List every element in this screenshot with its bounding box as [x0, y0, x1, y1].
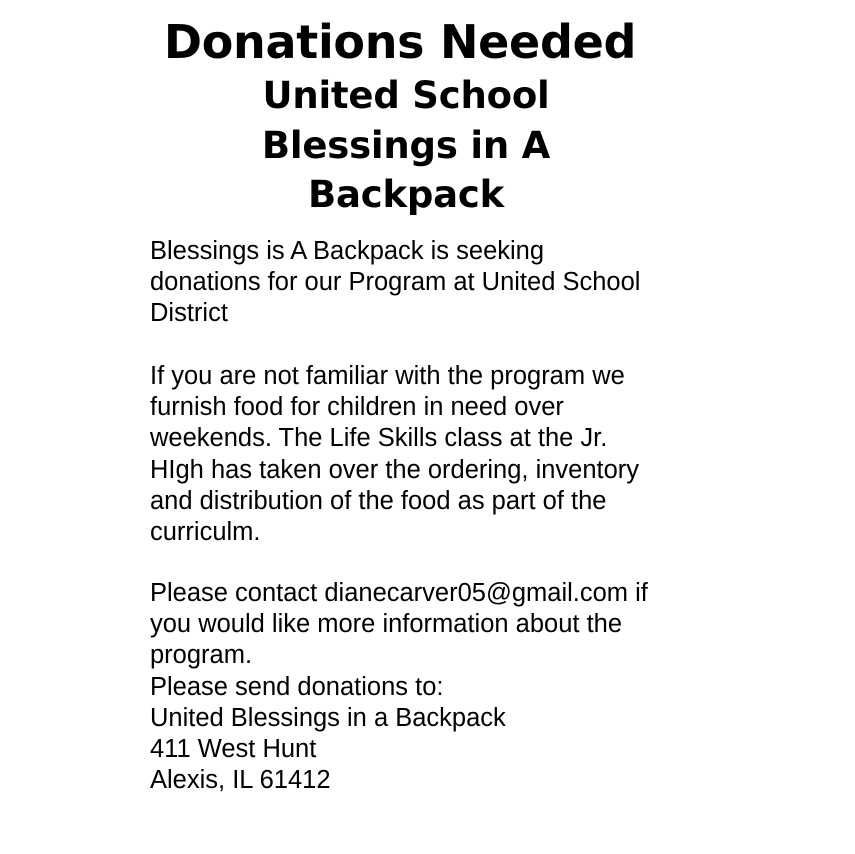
text-line: furnish food for children in need over [150, 393, 564, 422]
mailing-address-street: 411 West Hunt [150, 734, 317, 763]
flyer-subtitle-line: Blessings in A [261, 124, 551, 167]
intro-paragraph [150, 236, 850, 330]
text-line: weekends. The Life Skills class at the Jr. [150, 424, 608, 453]
mailing-address-city: Alexis, IL 61412 [150, 766, 331, 795]
text-line: program. [150, 641, 253, 670]
text-line: HIgh has taken over the ordering, inventory [150, 455, 640, 484]
flyer-subtitle-line: United School [262, 74, 550, 117]
flyer-subtitle-line: Backpack [307, 173, 505, 216]
text-line: donations for our Program at United School [150, 268, 641, 297]
text-line: you would like more information about the [150, 610, 623, 639]
text-line: District [150, 299, 228, 328]
flyer-title: Donations Needed [163, 15, 637, 69]
contact-paragraph [150, 578, 850, 796]
text-line: and distribution of the food as part of the [150, 486, 607, 515]
mailing-address-name: United Blessings in a Backpack [150, 703, 506, 732]
contact-email-line: Please contact dianecarver05@gmail.com if [150, 579, 648, 607]
text-line: If you are not familiar with the program we [150, 362, 625, 390]
text-line: Blessings is A Backpack is seeking [150, 237, 545, 265]
about-paragraph [150, 361, 850, 548]
text-line: Please send donations to: [150, 672, 444, 701]
text-line: curriculm. [150, 517, 261, 546]
